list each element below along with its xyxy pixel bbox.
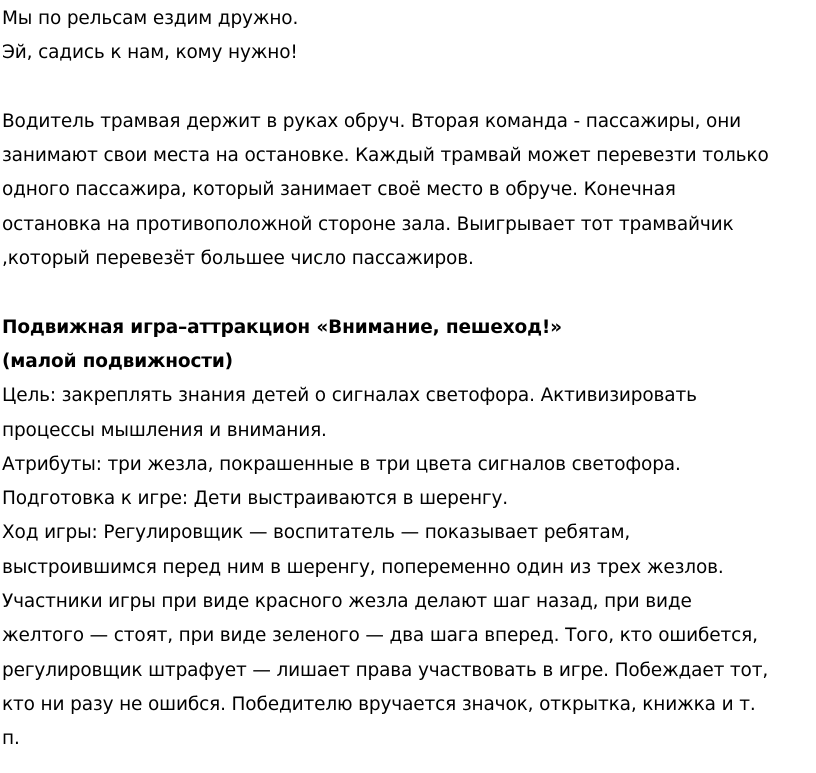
game-line: Ход игры: Регулировщик — воспитатель — показывает ребятам, (2, 522, 631, 544)
rules-line: ,который перевезёт большее число пассажиров. (2, 248, 474, 270)
rules-line: одного пассажира, который занимает своё место в обруче. Конечная (2, 179, 676, 201)
poem (2, 2, 816, 71)
game-line: Цель: закреплять знания детей о сигналах светофора. Активизировать (2, 385, 697, 407)
rules-line: занимают свои места на остановке. Каждый трамвай может перевезти только (2, 145, 769, 167)
game-heading (2, 311, 816, 380)
game-line: кто ни разу не ошибся. Победителю вручается значок, открытка, книжка и т. (2, 693, 756, 715)
game-line: желтого — стоят, при виде зеленого — два шага вперед. Того, кто ошибется, (2, 625, 758, 647)
game-line: регулировщик штрафует — лишает права участвовать в игре. Побеждает тот, (2, 659, 769, 681)
paragraph-spacer (2, 71, 816, 105)
rules-paragraph (2, 105, 816, 276)
game-line: Подготовка к игре: Дети выстраиваются в шеренгу. (2, 488, 508, 510)
game-title: Подвижная игра–аттракцион «Внимание, пешеход!» (2, 316, 562, 338)
poem-line: Эй, садись к нам, кому нужно! (2, 42, 298, 64)
game-line: выстроившимся перед ним в шеренгу, попеременно один из трех жезлов. (2, 556, 724, 578)
game-line: Атрибуты: три жезла, покрашенные в три цвета сигналов светофора. (2, 453, 681, 475)
game-line: процессы мышления и внимания. (2, 419, 327, 441)
game-line: п. (2, 728, 20, 750)
rules-line: Водитель трамвая держит в руках обруч. Вторая команда - пассажиры, они (2, 110, 742, 132)
game-line: Участники игры при виде красного жезла делают шаг назад, при виде (2, 591, 692, 613)
poem-line: Мы по рельсам ездим дружно. (2, 8, 299, 29)
rules-line: остановка на противоположной стороне зала. Выигрывает тот трамвайчик (2, 213, 734, 235)
game-subtitle: (малой подвижности) (2, 350, 233, 372)
game-description (2, 379, 816, 756)
document-page (2, 2, 816, 757)
paragraph-spacer (2, 276, 816, 310)
